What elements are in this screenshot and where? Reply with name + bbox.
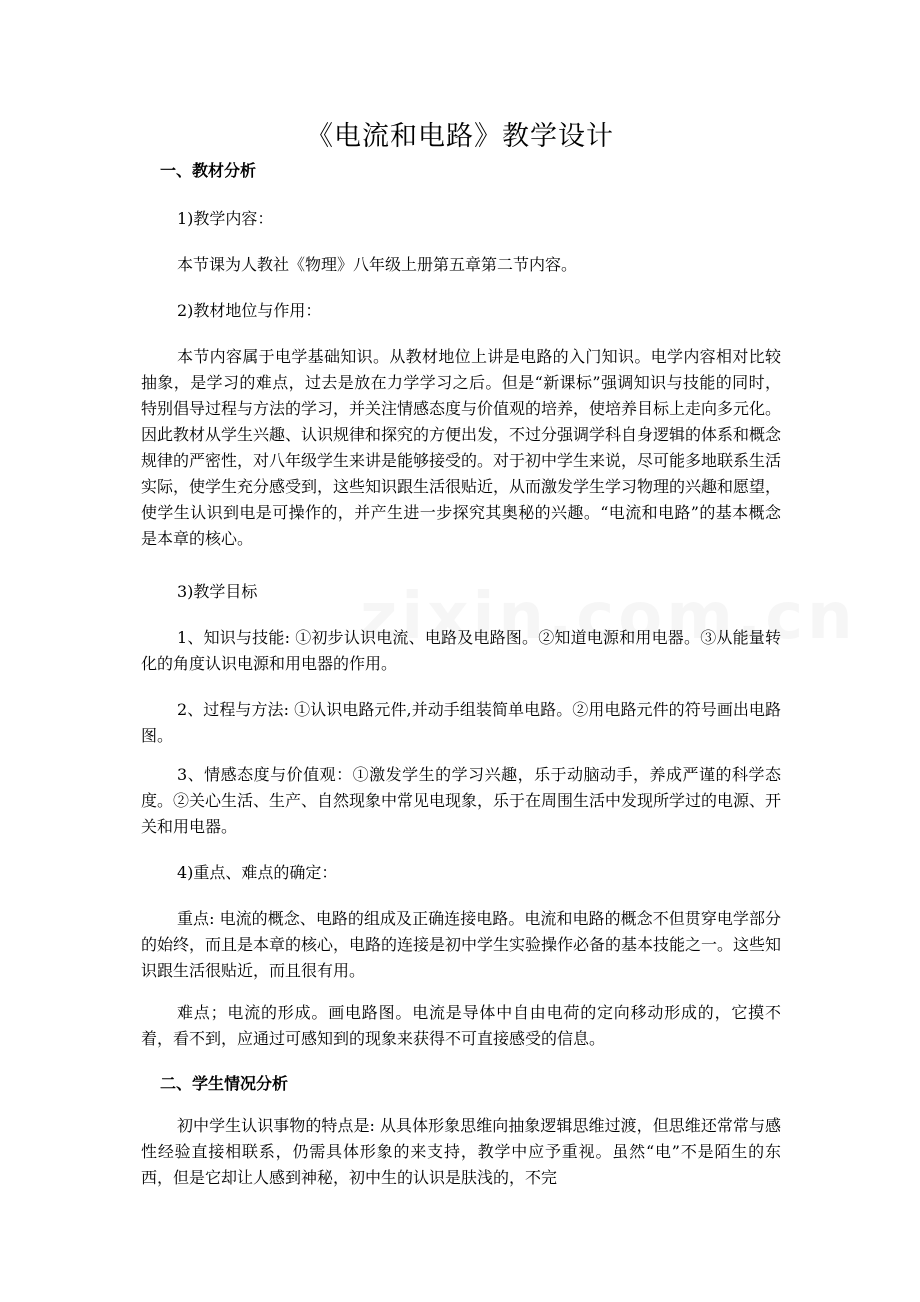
goal-attitude: 3、情感态度与价值观：①激发学生的学习兴趣，乐于动脑动手，养成严谨的科学态度。②关心生活、生产、自然现象中常见电现象，乐于在周围生活中发现所学过的电源、开关和用电器。 — [141, 765, 782, 836]
focus-label: 4)重点、难点的确定： — [177, 863, 338, 882]
goal-process: 2、过程与方法: ①认识电路元件,并动手组装简单电路。②用电路元件的符号画出电路图。 — [141, 700, 781, 745]
students-text: 初中学生认识事物的特点是: 从具体形象思维向抽象逻辑思维过渡，但思维还常常与感性经验直接相联系，仍需具体形象的来支持，教学中应予重视。虽然“电”不是陌生的东西，但是它却让人感到神秘，初中生的认识是肤浅的，不完 — [141, 1116, 781, 1187]
difficulty-text: 难点；电流的形成。画电路图。电流是导体中自由电荷的定向移动形成的，它摸不着，看不到，应通过可感知到的现象来获得不可直接感受的信息。 — [141, 1003, 781, 1048]
section-heading-materials: 一、教材分析 — [160, 161, 257, 180]
document-title: 《电流和电路》教学设计 — [306, 121, 614, 152]
content-text: 本节课为人教社《物理》八年级上册第五章第二节内容。 — [177, 255, 578, 274]
status-text: 本节内容属于电学基础知识。从教材地位上讲是电路的入门知识。电学内容相对比较抽象，是学习的难点，过去是放在力学学习之后。但是“新课标”强调知识与技能的同时，特别倡导过程与方法的学习，并关注情感态度与价值观的培养，使培养目标上走向多元化。因此教材从学生兴趣、认识规律和探究的方便出发，不过分强调学科自身逻辑的体系和概念规律的严密性，对八年级学生来讲是能够接受的。对于初中学生来说，尽可能多地联系生活实际，使学生充分感受到，这些知识跟生活很贴近，从而激发学生学习物理的兴趣和愿望，使学生认识到电是可操作的，并产生进一步探究其奥秘的兴趣。“电流和电路”的基本概念是本章的核心。 — [141, 347, 782, 548]
goal-knowledge: 1、知识与技能: ①初步认识电流、电路及电路图。②知道电源和用电器。③从能量转化的角度认识电源和用电器的作用。 — [141, 628, 781, 673]
goals-label: 3)教学目标 — [177, 582, 258, 601]
content-label: 1)教学内容： — [177, 209, 274, 228]
focus-text: 重点: 电流的概念、电路的组成及正确连接电路。电流和电路的概念不但贯穿电学部分的始终，而且是本章的核心，电路的连接是初中学生实验操作必备的基本技能之一。这些知识跟生活很贴近，而且很有用。 — [141, 909, 782, 980]
status-label: 2)教材地位与作用： — [177, 301, 322, 320]
section-heading-students: 二、学生情况分析 — [160, 1074, 289, 1093]
